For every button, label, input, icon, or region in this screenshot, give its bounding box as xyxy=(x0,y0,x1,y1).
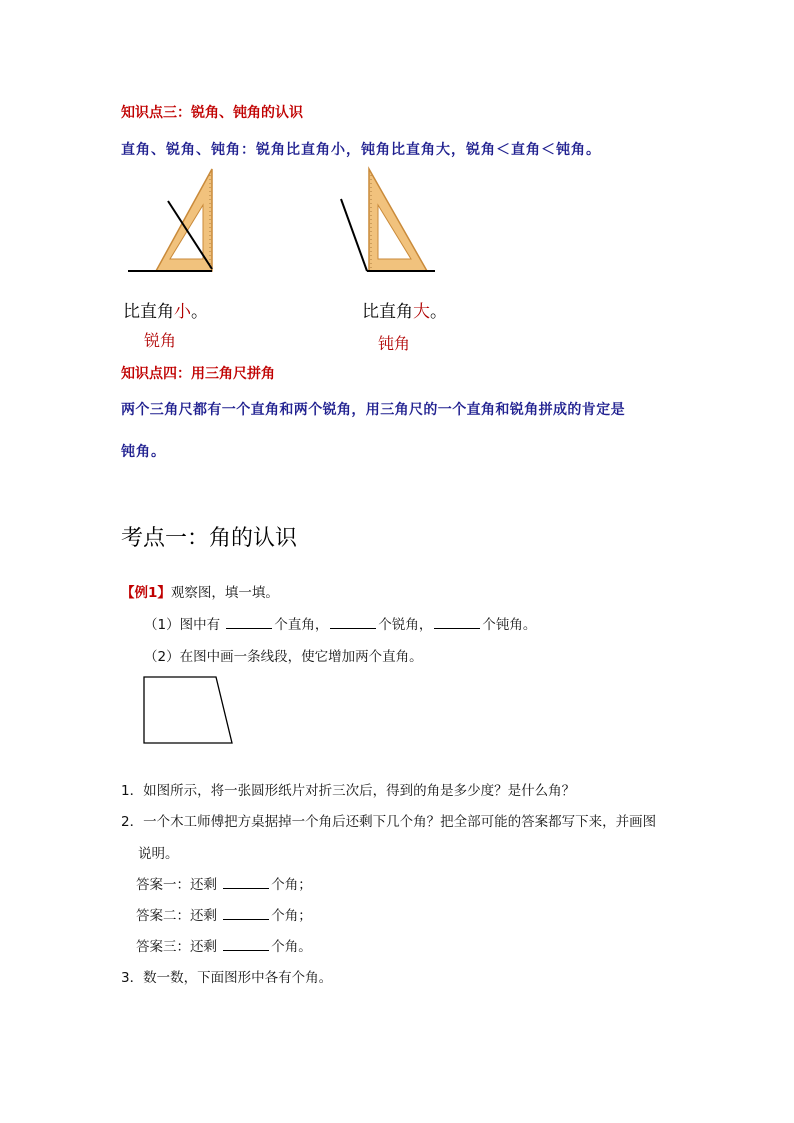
obtuse-angle-label: 钝角 xyxy=(378,334,411,353)
kp3-heading: 知识点三：锐角、钝角的认识 xyxy=(121,105,303,121)
answer-2: 答案二：还剩 个角； xyxy=(136,908,312,924)
right-caption: 比直角大。 xyxy=(362,302,447,322)
obtuse-angle-ray xyxy=(341,199,367,271)
example-q1: （1）图中有 个直角， 个锐角， 个钝角。 xyxy=(144,617,537,633)
answer-3: 答案三：还剩 个角。 xyxy=(136,939,312,955)
answer-blank[interactable] xyxy=(434,616,480,629)
kp4-line2: 钝角。 xyxy=(121,444,166,460)
question-1: 1．如图所示，将一张圆形纸片对折三次后，得到的角是多少度？是什么角？ xyxy=(121,783,576,799)
acute-angle-label: 锐角 xyxy=(144,331,177,350)
answer-blank[interactable] xyxy=(223,907,269,920)
question-2-line2: 说明。 xyxy=(138,846,179,862)
answer-blank[interactable] xyxy=(226,616,272,629)
trapezoid-figure xyxy=(140,672,240,748)
question-2-line1: 2．一个木工师傅把方桌据掉一个角后还剩下几个角？把全部可能的答案都写下来，并画图 xyxy=(121,814,657,830)
obtuse-angle-figure xyxy=(335,165,445,280)
acute-angle-figure xyxy=(120,165,230,280)
example-intro: 【例1】观察图，填一填。 xyxy=(121,585,279,601)
answer-blank[interactable] xyxy=(223,938,269,951)
kp3-text: 直角、锐角、钝角：锐角比直角小，钝角比直角大，锐角＜直角＜钝角。 xyxy=(121,142,601,158)
trapezoid-shape xyxy=(144,677,232,743)
left-caption: 比直角小。 xyxy=(123,302,208,322)
question-3: 3．数一数，下面图形中各有个角。 xyxy=(121,970,333,986)
example-q2: （2）在图中画一条线段，使它增加两个直角。 xyxy=(144,649,423,665)
answer-blank[interactable] xyxy=(223,876,269,889)
kp4-line1: 两个三角尺都有一个直角和两个锐角，用三角尺的一个直角和锐角拼成的肯定是 xyxy=(121,402,625,418)
kp4-heading: 知识点四：用三角尺拼角 xyxy=(121,366,275,382)
answer-1: 答案一：还剩 个角； xyxy=(136,877,312,893)
answer-blank[interactable] xyxy=(330,616,376,629)
section-title: 考点一：角的认识 xyxy=(121,526,298,551)
